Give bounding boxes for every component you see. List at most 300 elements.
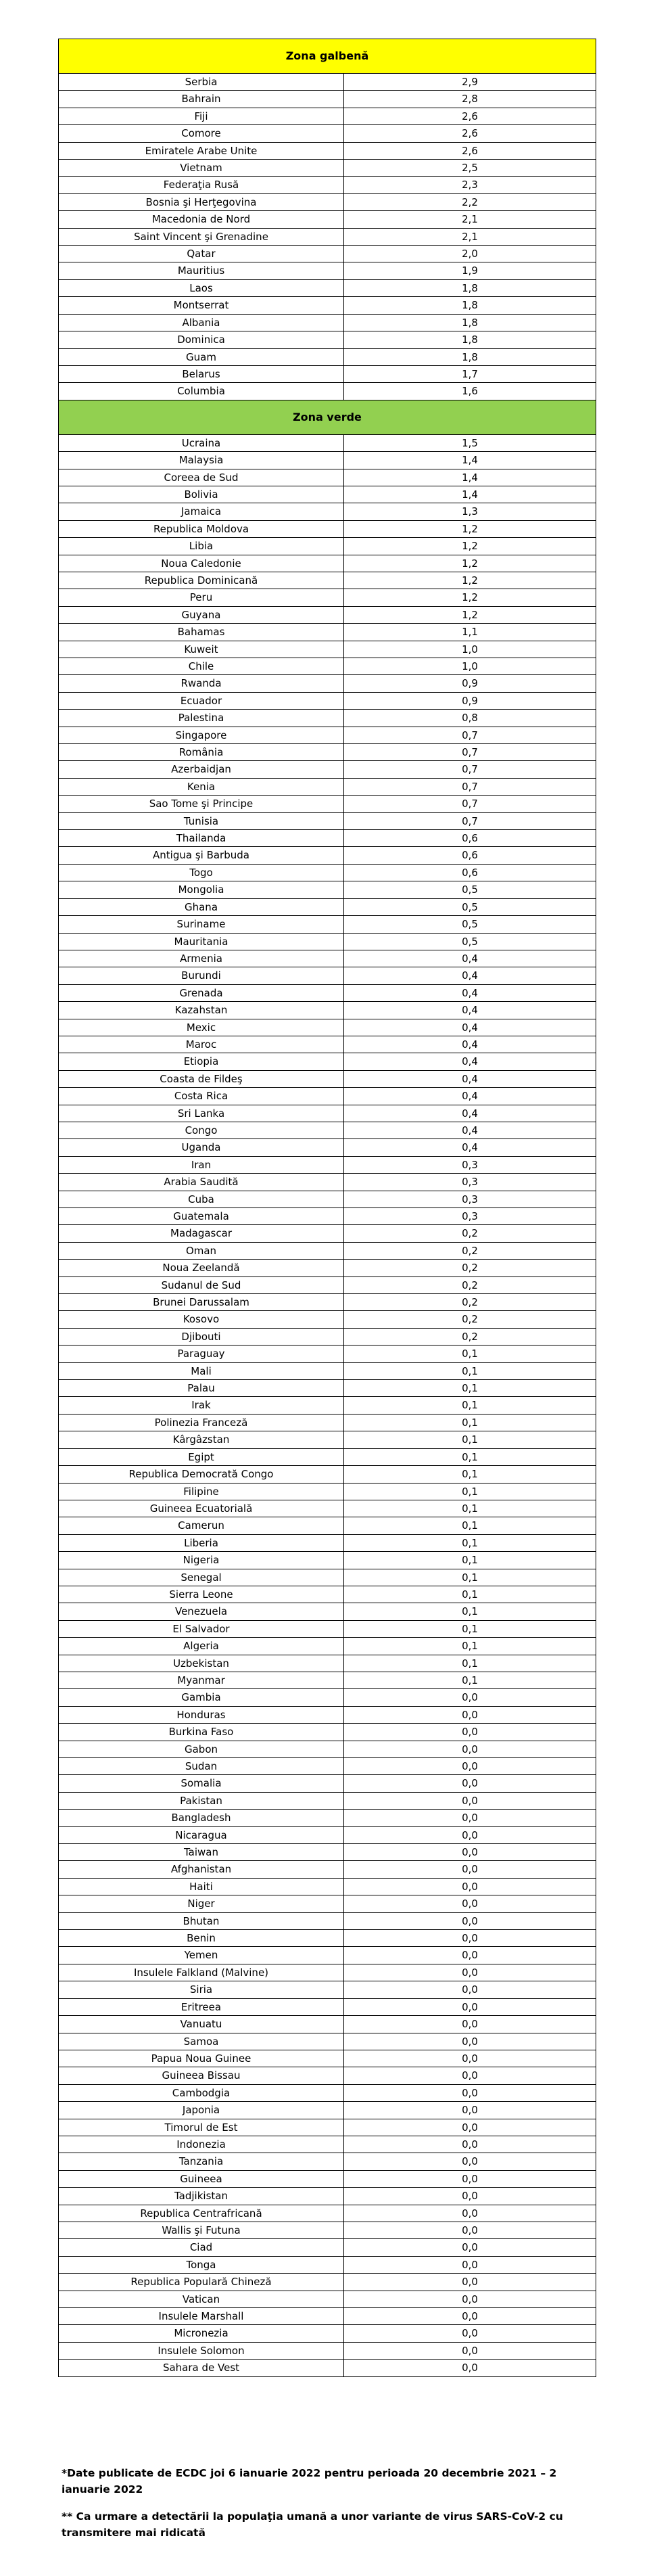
incidence-value: 2,1 (344, 211, 596, 228)
table-row (59, 1260, 596, 1276)
incidence-value: 2,6 (344, 142, 596, 159)
incidence-value: 0,3 (344, 1208, 596, 1225)
incidence-value: 0,2 (344, 1242, 596, 1259)
country-name: Sahara de Vest (59, 2360, 344, 2376)
country-name: Djibouti (59, 1328, 344, 1345)
table-row (59, 744, 596, 761)
table-body (59, 39, 596, 2377)
country-name: Uzbekistan (59, 1655, 344, 1672)
table-row (59, 1002, 596, 1019)
table-row (59, 262, 596, 279)
country-name: Bahamas (59, 624, 344, 641)
table-row (59, 1638, 596, 1655)
country-name: Sri Lanka (59, 1105, 344, 1122)
table-row (59, 2342, 596, 2359)
country-name: Polinezia Franceză (59, 1414, 344, 1431)
incidence-value: 0,9 (344, 692, 596, 709)
country-name: Ucraina (59, 434, 344, 451)
incidence-value: 1,4 (344, 469, 596, 486)
table-row (59, 2205, 596, 2222)
country-incidence-table (58, 39, 596, 2377)
table-row (59, 434, 596, 451)
table-row (59, 1930, 596, 1947)
table-row (59, 314, 596, 331)
country-name: Columbia (59, 383, 344, 400)
incidence-value: 0,0 (344, 2136, 596, 2153)
incidence-value: 1,8 (344, 314, 596, 331)
table-row (59, 1019, 596, 1036)
incidence-value: 0,1 (344, 1534, 596, 1551)
table-row (59, 383, 596, 400)
table-row (59, 2033, 596, 2050)
footnote-data-source: *Date publicate de ECDC joi 6 ianuarie 2022 pentru perioada 20 decembrie 2021 – 2 ianuarie 2022 (62, 2467, 557, 2496)
incidence-value: 0,0 (344, 1895, 596, 1912)
table-row (59, 1156, 596, 1173)
incidence-value: 0,0 (344, 1912, 596, 1929)
country-name: Republica Populară Chineză (59, 2274, 344, 2291)
table-row (59, 2050, 596, 2067)
country-name: Niger (59, 1895, 344, 1912)
country-name: Thailanda (59, 830, 344, 847)
country-name: Eritreea (59, 1998, 344, 2015)
incidence-value: 0,4 (344, 967, 596, 984)
incidence-value: 2,6 (344, 125, 596, 142)
zone-header-row (59, 400, 596, 434)
table-row (59, 1689, 596, 1706)
country-name: Cuba (59, 1191, 344, 1208)
table-row (59, 1414, 596, 1431)
country-name: Mauritius (59, 262, 344, 279)
table-row (59, 916, 596, 933)
table-row (59, 1208, 596, 1225)
incidence-value: 0,1 (344, 1414, 596, 1431)
country-name: Bolivia (59, 486, 344, 503)
incidence-value: 0,4 (344, 1053, 596, 1070)
country-name: Togo (59, 864, 344, 881)
table-row (59, 2360, 596, 2376)
table-row (59, 1122, 596, 1138)
country-name: Singapore (59, 727, 344, 743)
country-name: Wallis şi Futuna (59, 2222, 344, 2238)
table-row (59, 1294, 596, 1311)
table-row (59, 1534, 596, 1551)
country-name: Siria (59, 1981, 344, 1998)
incidence-value: 0,2 (344, 1276, 596, 1293)
country-name: Insulele Marshall (59, 2308, 344, 2325)
incidence-value: 1,9 (344, 262, 596, 279)
country-name: România (59, 744, 344, 761)
incidence-value: 2,9 (344, 74, 596, 91)
table-row (59, 2274, 596, 2291)
incidence-value: 0,4 (344, 1122, 596, 1138)
country-name: Timorul de Est (59, 2119, 344, 2136)
incidence-value: 0,0 (344, 2188, 596, 2205)
incidence-value: 0,2 (344, 1260, 596, 1276)
incidence-value: 0,6 (344, 864, 596, 881)
table-row (59, 2308, 596, 2325)
incidence-value: 0,7 (344, 761, 596, 778)
incidence-value: 0,0 (344, 2170, 596, 2187)
incidence-value: 1,2 (344, 555, 596, 572)
incidence-value: 0,7 (344, 812, 596, 829)
table-row (59, 2102, 596, 2119)
table-row (59, 297, 596, 314)
incidence-value: 0,0 (344, 2256, 596, 2273)
incidence-value: 0,1 (344, 1397, 596, 1414)
incidence-value: 1,2 (344, 572, 596, 589)
incidence-value: 1,2 (344, 589, 596, 606)
country-name: Paraguay (59, 1346, 344, 1362)
table-row (59, 1878, 596, 1895)
country-name: Serbia (59, 74, 344, 91)
country-name: Suriname (59, 916, 344, 933)
table-row (59, 2119, 596, 2136)
table-row (59, 2325, 596, 2342)
incidence-value: 0,1 (344, 1603, 596, 1620)
incidence-value: 0,0 (344, 2222, 596, 2238)
table-row (59, 1448, 596, 1465)
table-row (59, 812, 596, 829)
country-name: Papua Noua Guinee (59, 2050, 344, 2067)
country-name: Guatemala (59, 1208, 344, 1225)
country-name: Cambodgia (59, 2084, 344, 2101)
country-name: Guineea Bissau (59, 2067, 344, 2084)
incidence-value: 1,8 (344, 348, 596, 365)
country-name: Sudan (59, 1758, 344, 1775)
country-name: Kosovo (59, 1311, 344, 1328)
table-row (59, 2239, 596, 2256)
incidence-value: 0,4 (344, 1105, 596, 1122)
zone-title: Zona galbenă (59, 39, 596, 74)
country-name: Japonia (59, 2102, 344, 2119)
incidence-value: 0,3 (344, 1156, 596, 1173)
table-row (59, 2153, 596, 2170)
table-row (59, 2291, 596, 2307)
country-name: Egipt (59, 1448, 344, 1465)
incidence-value: 0,0 (344, 1981, 596, 1998)
incidence-value: 2,6 (344, 108, 596, 124)
incidence-value: 0,0 (344, 2360, 596, 2376)
table-row (59, 1088, 596, 1105)
country-name: El Salvador (59, 1620, 344, 1637)
country-name: Brunei Darussalam (59, 1294, 344, 1311)
table-row (59, 1792, 596, 1809)
table-row (59, 1964, 596, 1981)
incidence-value: 0,0 (344, 1964, 596, 1981)
incidence-value: 2,3 (344, 177, 596, 193)
incidence-value: 0,0 (344, 1724, 596, 1741)
table-row (59, 1861, 596, 1878)
incidence-value: 0,0 (344, 1792, 596, 1809)
incidence-value: 0,4 (344, 1036, 596, 1053)
table-row (59, 1139, 596, 1156)
country-name: Arabia Saudită (59, 1174, 344, 1191)
country-name: Pakistan (59, 1792, 344, 1809)
table-row (59, 1311, 596, 1328)
table-row (59, 2170, 596, 2187)
table-row (59, 1105, 596, 1122)
incidence-value: 0,0 (344, 2239, 596, 2256)
table-row (59, 486, 596, 503)
footnote-variants: ** Ca urmare a detectării la populaţia umană a unor variante de virus SARS-CoV-2 cu transmitere mai ridicată (62, 2510, 563, 2539)
table-row (59, 2084, 596, 2101)
country-name: Madagascar (59, 1225, 344, 1242)
country-name: Mexic (59, 1019, 344, 1036)
country-name: Republica Moldova (59, 520, 344, 537)
incidence-value: 0,0 (344, 2119, 596, 2136)
incidence-value: 0,0 (344, 1826, 596, 1843)
incidence-value: 1,0 (344, 658, 596, 675)
country-name: Sudanul de Sud (59, 1276, 344, 1293)
country-name: Republica Democrată Congo (59, 1466, 344, 1483)
incidence-value: 0,9 (344, 675, 596, 692)
table-row (59, 675, 596, 692)
table-row (59, 2188, 596, 2205)
table-row (59, 847, 596, 864)
country-name: Afghanistan (59, 1861, 344, 1878)
incidence-value: 0,4 (344, 984, 596, 1001)
country-name: Tonga (59, 2256, 344, 2273)
table-row (59, 1724, 596, 1741)
country-name: Somalia (59, 1775, 344, 1792)
table-row (59, 2256, 596, 2273)
country-name: Vanuatu (59, 2016, 344, 2033)
incidence-value: 0,0 (344, 2291, 596, 2307)
incidence-value: 1,2 (344, 606, 596, 623)
zone-header-row (59, 39, 596, 74)
incidence-value: 0,0 (344, 1689, 596, 1706)
incidence-value: 0,5 (344, 933, 596, 950)
country-name: Insulele Falkland (Malvine) (59, 1964, 344, 1981)
country-name: Guam (59, 348, 344, 365)
incidence-value: 0,0 (344, 2153, 596, 2170)
table-row (59, 1174, 596, 1191)
incidence-value: 1,6 (344, 383, 596, 400)
table-row (59, 1775, 596, 1792)
country-name: Kazahstan (59, 1002, 344, 1019)
table-row (59, 1741, 596, 1757)
incidence-value: 0,0 (344, 1998, 596, 2015)
incidence-value: 1,3 (344, 503, 596, 520)
table-row (59, 1380, 596, 1397)
table-row (59, 830, 596, 847)
table-row (59, 469, 596, 486)
incidence-value: 0,0 (344, 2050, 596, 2067)
incidence-value: 0,2 (344, 1328, 596, 1345)
incidence-value: 0,0 (344, 1741, 596, 1757)
incidence-value: 0,7 (344, 778, 596, 795)
incidence-value: 2,2 (344, 193, 596, 210)
country-name: Algeria (59, 1638, 344, 1655)
table-row (59, 211, 596, 228)
table-row (59, 796, 596, 812)
incidence-value: 0,6 (344, 847, 596, 864)
incidence-value: 2,0 (344, 246, 596, 262)
country-name: Micronezia (59, 2325, 344, 2342)
table-row (59, 1826, 596, 1843)
country-name: Vietnam (59, 160, 344, 177)
country-name: Fiji (59, 108, 344, 124)
country-name: Etiopia (59, 1053, 344, 1070)
country-name: Vatican (59, 2291, 344, 2307)
country-name: Republica Dominicană (59, 572, 344, 589)
table-row (59, 658, 596, 675)
incidence-value: 1,8 (344, 279, 596, 296)
incidence-value: 0,3 (344, 1174, 596, 1191)
incidence-value: 2,8 (344, 91, 596, 108)
country-name: Filipine (59, 1483, 344, 1500)
country-name: Gabon (59, 1741, 344, 1757)
table-row (59, 452, 596, 469)
incidence-value: 0,0 (344, 1844, 596, 1861)
country-name: Tunisia (59, 812, 344, 829)
table-row (59, 142, 596, 159)
incidence-value: 0,4 (344, 950, 596, 967)
country-name: Iran (59, 1156, 344, 1173)
country-name: Myanmar (59, 1672, 344, 1688)
table-row (59, 1810, 596, 1826)
table-row (59, 778, 596, 795)
country-name: Armenia (59, 950, 344, 967)
country-name: Costa Rica (59, 1088, 344, 1105)
country-name: Qatar (59, 246, 344, 262)
table-row (59, 331, 596, 348)
country-name: Macedonia de Nord (59, 211, 344, 228)
incidence-value: 0,1 (344, 1362, 596, 1379)
table-row (59, 1844, 596, 1861)
table-row (59, 520, 596, 537)
country-name: Mauritania (59, 933, 344, 950)
country-name: Honduras (59, 1706, 344, 1723)
country-name: Benin (59, 1930, 344, 1947)
country-name: Gambia (59, 1689, 344, 1706)
incidence-value: 0,1 (344, 1483, 596, 1500)
country-name: Laos (59, 279, 344, 296)
table-row (59, 950, 596, 967)
table-row (59, 1998, 596, 2015)
country-name: Azerbaidjan (59, 761, 344, 778)
table-row (59, 967, 596, 984)
incidence-value: 1,8 (344, 297, 596, 314)
incidence-value: 1,4 (344, 486, 596, 503)
incidence-value: 0,4 (344, 1002, 596, 1019)
table-row (59, 74, 596, 91)
country-name: Insulele Solomon (59, 2342, 344, 2359)
country-name: Ghana (59, 898, 344, 915)
incidence-value: 0,1 (344, 1638, 596, 1655)
table-row (59, 1706, 596, 1723)
incidence-value: 0,1 (344, 1500, 596, 1517)
table-row (59, 503, 596, 520)
country-name: Libia (59, 538, 344, 555)
country-name: Maroc (59, 1036, 344, 1053)
table-row (59, 1483, 596, 1500)
country-name: Tadjikistan (59, 2188, 344, 2205)
table-row (59, 2222, 596, 2238)
incidence-value: 0,0 (344, 2274, 596, 2291)
country-name: Burkina Faso (59, 1724, 344, 1741)
table-row (59, 881, 596, 898)
country-name: Jamaica (59, 503, 344, 520)
table-row (59, 1500, 596, 1517)
table-row (59, 1552, 596, 1569)
table-row (59, 1466, 596, 1483)
incidence-value: 0,1 (344, 1517, 596, 1534)
incidence-value: 0,0 (344, 2084, 596, 2101)
incidence-value: 0,2 (344, 1294, 596, 1311)
incidence-value: 1,1 (344, 624, 596, 641)
table-row (59, 2067, 596, 2084)
table-row (59, 1276, 596, 1293)
table-row (59, 864, 596, 881)
country-name: Mongolia (59, 881, 344, 898)
table-row (59, 1620, 596, 1637)
incidence-value: 0,0 (344, 2033, 596, 2050)
incidence-value: 0,4 (344, 1139, 596, 1156)
table-row (59, 1655, 596, 1672)
table-row (59, 2016, 596, 2033)
country-name: Kârgâzstan (59, 1431, 344, 1448)
country-name: Mali (59, 1362, 344, 1379)
country-name: Albania (59, 314, 344, 331)
table-row (59, 710, 596, 727)
country-name: Antigua şi Barbuda (59, 847, 344, 864)
incidence-value: 0,3 (344, 1191, 596, 1208)
country-name: Oman (59, 1242, 344, 1259)
incidence-value: 0,1 (344, 1620, 596, 1637)
country-name: Chile (59, 658, 344, 675)
table-row (59, 193, 596, 210)
table-row (59, 1328, 596, 1345)
country-name: Bhutan (59, 1912, 344, 1929)
table-row (59, 246, 596, 262)
country-name: Burundi (59, 967, 344, 984)
country-name: Noua Caledonie (59, 555, 344, 572)
incidence-value: 0,0 (344, 2067, 596, 2084)
country-name: Kuweit (59, 641, 344, 658)
table-row (59, 1053, 596, 1070)
country-name: Ecuador (59, 692, 344, 709)
table-row (59, 606, 596, 623)
country-name: Comore (59, 125, 344, 142)
country-name: Nicaragua (59, 1826, 344, 1843)
table-row (59, 761, 596, 778)
country-name: Rwanda (59, 675, 344, 692)
country-name: Malaysia (59, 452, 344, 469)
table-row (59, 641, 596, 658)
table-row (59, 1586, 596, 1603)
incidence-value: 0,1 (344, 1466, 596, 1483)
country-name: Ciad (59, 2239, 344, 2256)
table-row (59, 160, 596, 177)
incidence-value: 2,1 (344, 228, 596, 245)
incidence-value: 0,0 (344, 1930, 596, 1947)
incidence-value: 0,4 (344, 1070, 596, 1087)
zone-title: Zona verde (59, 400, 596, 434)
country-name: Noua Zeelandă (59, 1260, 344, 1276)
table-row (59, 1672, 596, 1688)
country-name: Indonezia (59, 2136, 344, 2153)
table-row (59, 1346, 596, 1362)
country-name: Bosnia şi Herţegovina (59, 193, 344, 210)
country-name: Camerun (59, 1517, 344, 1534)
incidence-value: 2,5 (344, 160, 596, 177)
incidence-value: 0,1 (344, 1672, 596, 1688)
country-name: Bangladesh (59, 1810, 344, 1826)
table-row (59, 1397, 596, 1414)
table-row (59, 589, 596, 606)
incidence-value: 0,4 (344, 1019, 596, 1036)
